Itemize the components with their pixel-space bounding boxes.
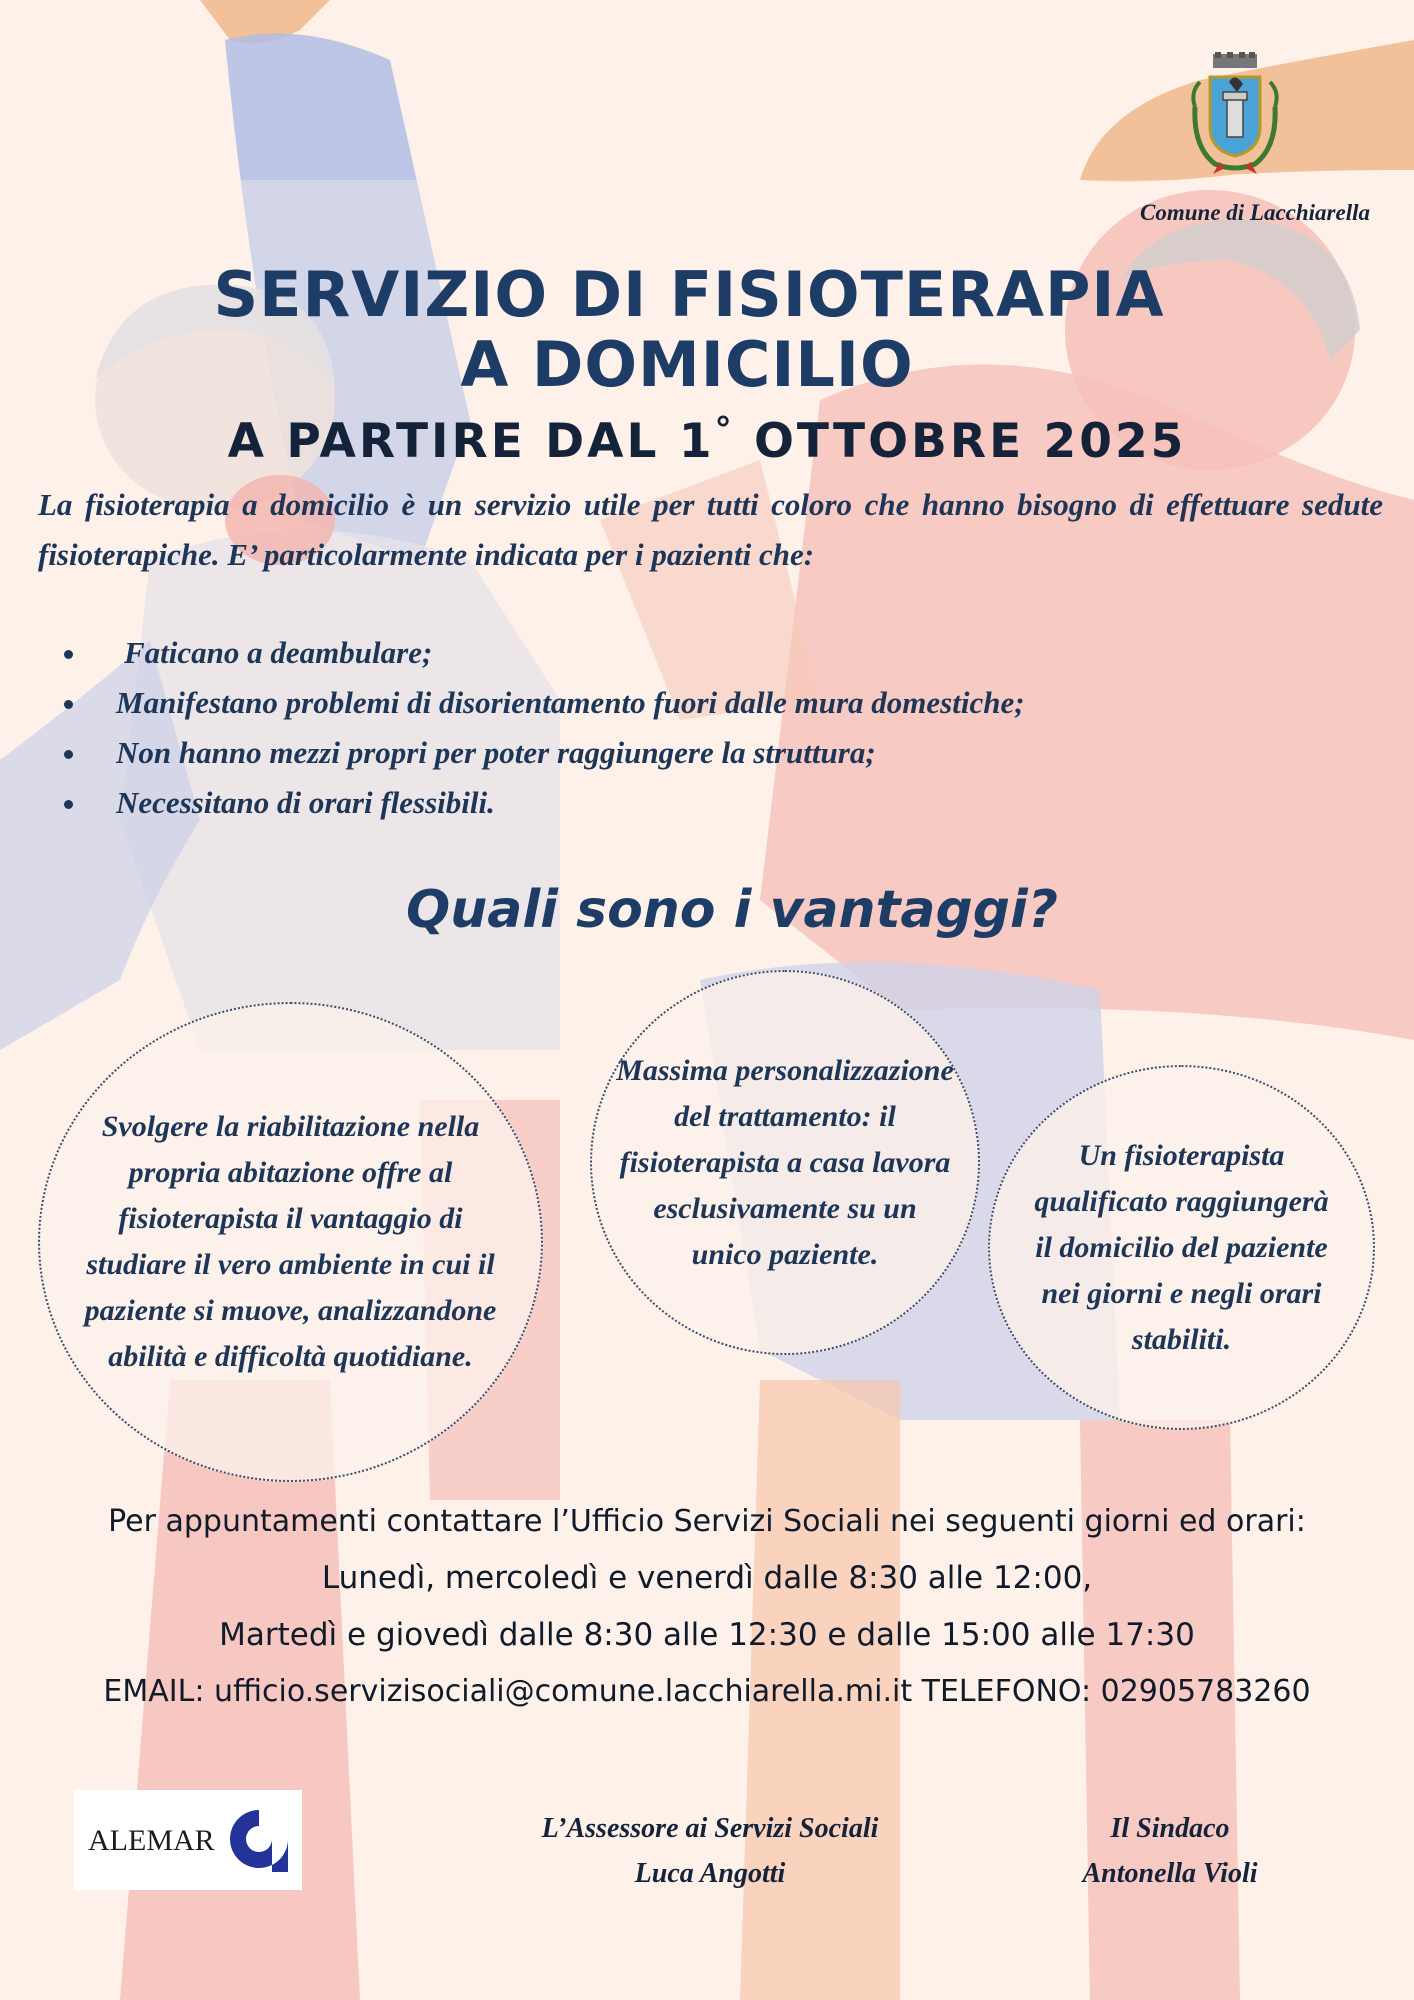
subtitle-pre: A PARTIRE DAL 1 — [227, 414, 715, 469]
intro-paragraph: La fisioterapia a domicilio è un servizio utile per tutti coloro che hanno bisogno di effettuare sedute fisioterapiche. E’ particolarmente indicata per i pazienti che: — [38, 487, 1383, 572]
assessore-role: L’Assessore ai Servizi Sociali — [541, 1813, 879, 1844]
title-line-2: A DOMICILIO — [460, 328, 914, 401]
subtitle-post: OTTOBRE 2025 — [734, 414, 1187, 469]
sindaco-role: Il Sindaco — [1110, 1813, 1230, 1844]
advantages-heading-text: Quali sono i vantaggi? — [406, 880, 1058, 940]
advantage-text-middle: Massima personalizzazione del trattamento: il fisioterapista a casa lavora esclusivamente su un unico paziente. — [616, 1053, 954, 1271]
alemar-logo — [74, 1790, 302, 1890]
sindaco-name: Antonella Violi — [1082, 1858, 1258, 1889]
subtitle-degree: ° — [714, 410, 735, 450]
advantage-circle-middle — [590, 970, 980, 1355]
comune-name: Comune di Lacchiarella — [1140, 200, 1370, 225]
list-item: Non hanno mezzi propri per poter raggiungere la struttura; — [62, 728, 1025, 778]
advantage-circle-right — [988, 1065, 1375, 1430]
contact-title: Per appuntamenti contattare l’Ufficio Servizi Sociali nei seguenti giorni ed orari: — [108, 1504, 1306, 1539]
contact-email-phone: EMAIL: ufficio.servizisociali@comune.lacchiarella.mi.it TELEFONO: 02905783260 — [103, 1674, 1311, 1709]
list-item: Manifestano problemi di disorientamento fuori dalle mura domestiche; — [62, 678, 1025, 728]
patient-criteria-list — [62, 628, 1025, 828]
comune-crest-icon — [1185, 52, 1285, 177]
title-line-1: SERVIZIO DI FISIOTERAPIA — [213, 258, 1165, 331]
alemar-a-icon — [226, 1806, 292, 1876]
advantages-heading — [0, 880, 1414, 940]
contact-hours-2: Martedì e giovedì dalle 8:30 alle 12:30 e dalle 15:00 alle 17:30 — [219, 1617, 1195, 1653]
list-item: Faticano a deambulare; — [62, 628, 1025, 678]
advantage-circle-left — [38, 1002, 543, 1482]
advantage-text-right: Un fisioterapista qualificato raggiungerà il domicilio del paziente nei giorni e negli orari stabiliti. — [1034, 1138, 1329, 1356]
advantage-text-left: Svolgere la riabilitazione nella propria abitazione offre al fisioterapista il vantaggio di studiare il vero ambiente in cui il paziente si muove, analizzandone abilità e difficoltà quotidiane. — [84, 1110, 497, 1373]
list-item: Necessitano di orari flessibili. — [62, 778, 1025, 828]
sindaco-signature — [1020, 1806, 1320, 1896]
alemar-logo-text: ALEMAR — [88, 1824, 215, 1857]
assessore-signature — [480, 1806, 940, 1896]
assessore-name: Luca Angotti — [634, 1858, 786, 1889]
start-date-subtitle — [0, 410, 1414, 469]
contact-hours-1: Lunedì, mercoledì e venerdì dalle 8:30 alle 12:00, — [321, 1560, 1093, 1596]
